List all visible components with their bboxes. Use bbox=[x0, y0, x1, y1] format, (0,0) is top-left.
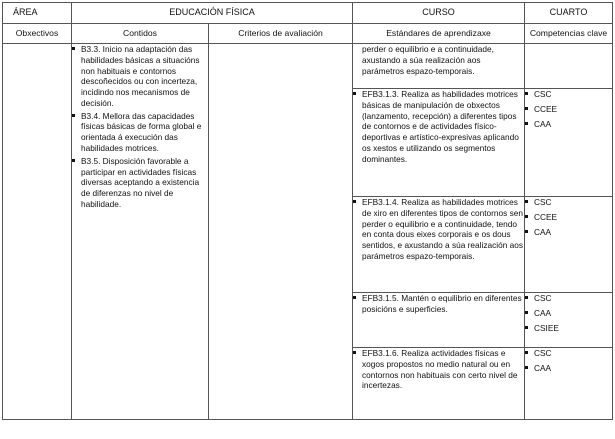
content-item: B3.5. Disposición favorable a participar en actividades físicas diversas aceptando a existencia de diferenzas no nivel de habilidade. bbox=[72, 156, 208, 210]
competence-item: CSC bbox=[525, 89, 612, 100]
standard-text: EFB3.1.3. Realiza as habilidades motrices básicas de manipulación de obxectos (lanzamento, recepción) a diferentes tipos de contornos e de actividades físico-deportivas e artístico-expresivas aplicando os xestos e utilizando os segmentos dominantes. bbox=[353, 89, 524, 164]
competence-item: CSC bbox=[525, 197, 612, 208]
competences-cell bbox=[525, 89, 613, 197]
objectives-cell bbox=[3, 44, 72, 420]
col-header-criteria: Criterios de avaliación bbox=[209, 24, 353, 44]
competence-item: CSC bbox=[525, 348, 612, 359]
standard-text: EFB3.1.5. Mantén o equilibrio en diferentes posicións e superficies. bbox=[353, 293, 524, 315]
standard-text: EFB3.1.6. Realiza actividades físicas e xogos propostos no medio natural ou en contornos non habituais con certo nivel de incertezas. bbox=[353, 348, 524, 391]
standard-cell bbox=[353, 44, 525, 89]
competences-cell bbox=[525, 197, 613, 293]
col-header-competences: Competencias clave bbox=[525, 24, 613, 44]
course-label: CURSO bbox=[353, 3, 525, 24]
contents-cell bbox=[72, 44, 209, 420]
competences-cell bbox=[525, 293, 613, 348]
standard-cell bbox=[353, 197, 525, 293]
subject-name: EDUCACIÓN FÍSICA bbox=[72, 3, 353, 24]
competence-item: CSIEE bbox=[525, 323, 612, 334]
col-header-contents: Contidos bbox=[72, 24, 209, 44]
competences-cell bbox=[525, 348, 613, 420]
content-item: B3.3. Inicio na adaptación das habilidades básicas a situacións non habituais e contornos descoñecidos ou con incerteza, incidindo nos mecanismos de decisión. bbox=[72, 44, 208, 109]
column-header-row bbox=[3, 24, 613, 44]
standard-row bbox=[3, 44, 613, 89]
curriculum-table bbox=[2, 2, 613, 420]
contents-list bbox=[72, 44, 208, 210]
course-value: CUARTO bbox=[525, 3, 613, 24]
standard-text: EFB3.1.4. Realiza as habilidades motrices de xiro en diferentes tipos de contornos sen perder o equilibrio e a continuidade, tendo en conta dous eixes corporais e os dous sentidos, e axustando a súa realización aos parámetros espazo-temporais. bbox=[353, 197, 524, 262]
competence-item: CAA bbox=[525, 227, 612, 238]
col-header-objectives: Obxectivos bbox=[3, 24, 72, 44]
standard-text: perder o equilibrio e a continuidade, axustando a súa realización aos parámetros espazo-temporais. bbox=[362, 44, 494, 76]
col-header-standards: Estándares de aprendizaxe bbox=[353, 24, 525, 44]
competence-item: CCEE bbox=[525, 104, 612, 115]
competence-item: CAA bbox=[525, 119, 612, 130]
competence-item: CAA bbox=[525, 308, 612, 319]
competences-cell bbox=[525, 44, 613, 89]
competence-item: CCEE bbox=[525, 212, 612, 223]
competence-item: CSC bbox=[525, 293, 612, 304]
standard-cell bbox=[353, 89, 525, 197]
competence-item: CAA bbox=[525, 363, 612, 374]
standard-cell bbox=[353, 293, 525, 348]
standard-cell bbox=[353, 348, 525, 420]
content-item: B3.4. Mellora das capacidades físicas básicas de forma global e orientada á execución das habilidades motrices. bbox=[72, 111, 208, 154]
header-row bbox=[3, 3, 613, 24]
area-label: ÁREA bbox=[3, 3, 72, 24]
criteria-cell bbox=[209, 44, 353, 420]
